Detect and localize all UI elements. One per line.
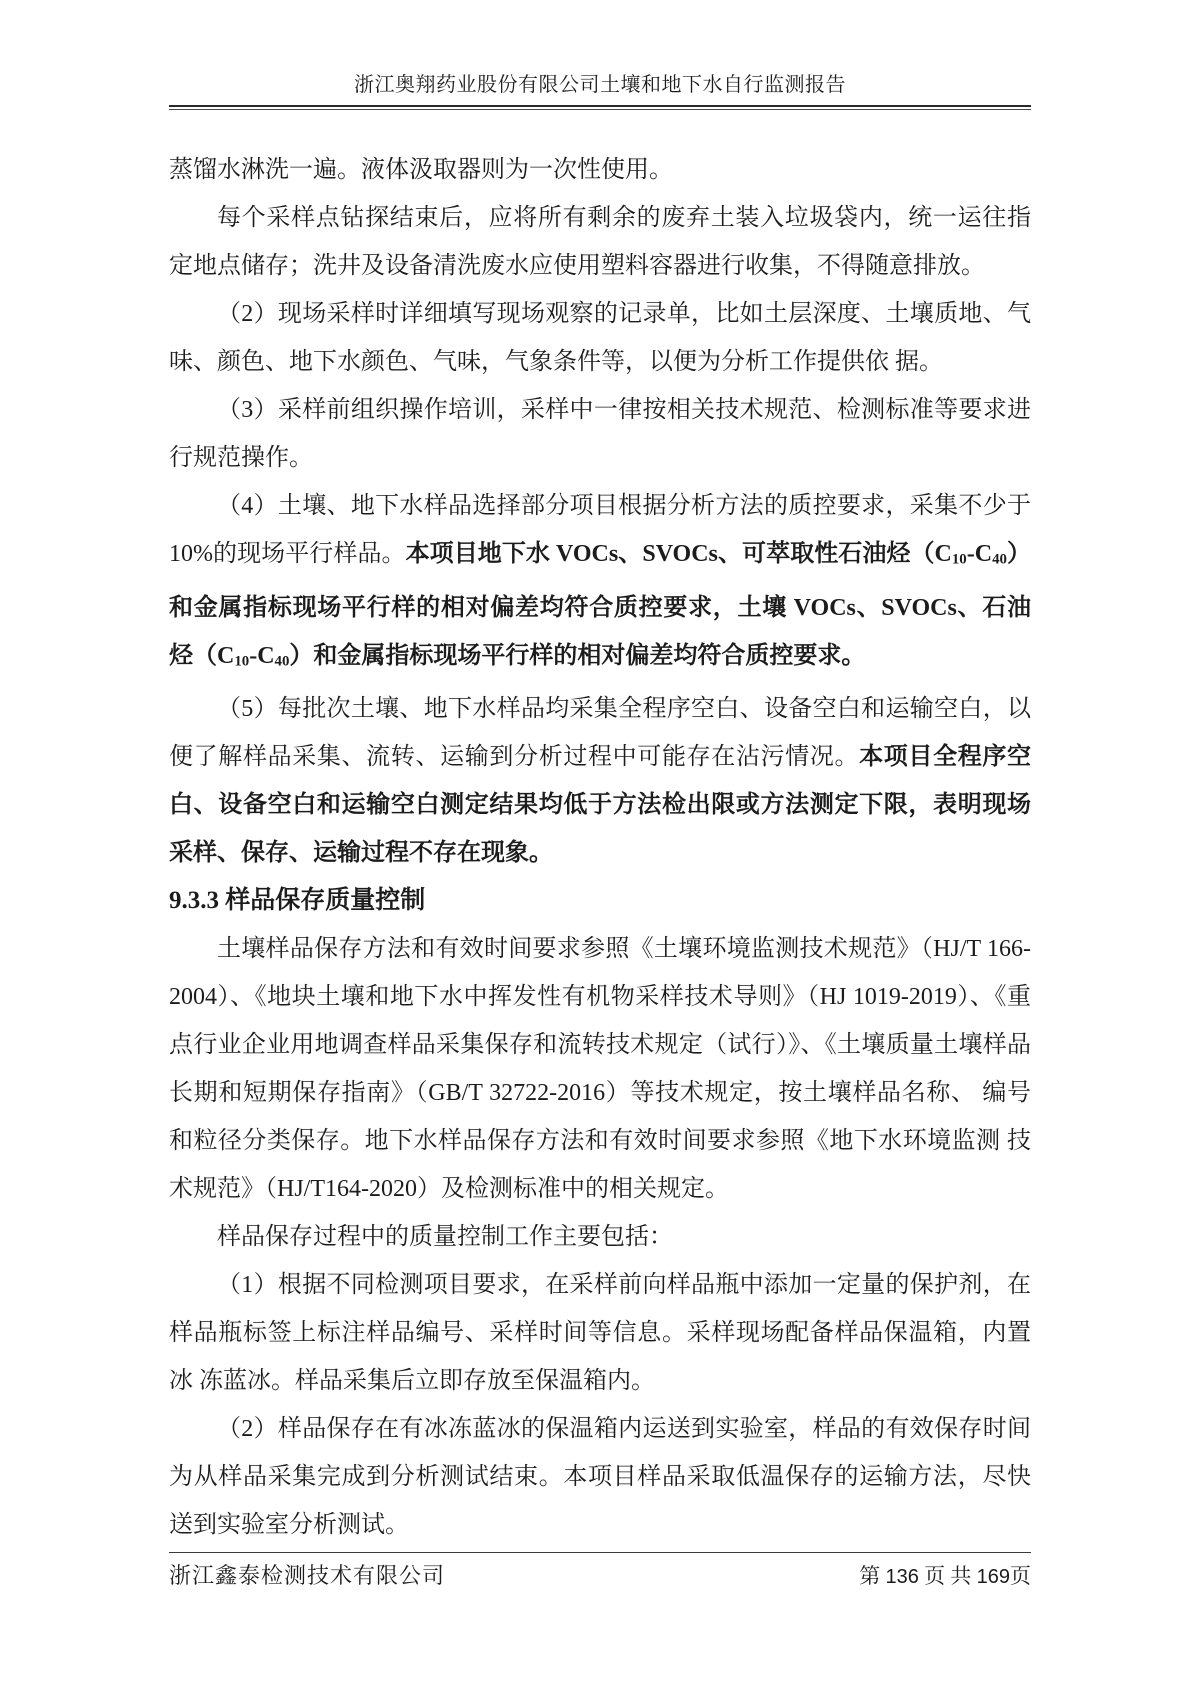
footer-rule xyxy=(169,1552,1031,1553)
text-run: 第 xyxy=(859,1564,886,1588)
header-rule-thick xyxy=(169,105,1031,107)
text-run: 本项目全程序空白、设备空白和运输空白测定结果均低于方法检出限或方法测定下限，表明现场采样、保存、运输过程不存在现象。 xyxy=(169,744,1032,867)
text-run: -C xyxy=(249,642,275,669)
text-run: -C xyxy=(966,541,993,567)
text-run: 10 xyxy=(234,653,250,670)
text-run: （2）样品保存在有冰冻蓝冰的保温箱内运送到实验室，样品的有效保存时间为从样品采集完成到分析测试结束。本项目样品采取低温保存的运输方法，尽快送到实验室分析测试。 xyxy=(169,1416,1031,1539)
text-run: （5）每批次土壤、地下水样品均采集全程序空白、设备空白和运输空白，以便了解样品采集、流转、运输到分析过程中可能存在沾污情况。 xyxy=(169,696,1031,771)
paragraph xyxy=(169,1261,1031,1405)
text-run: 10 xyxy=(951,551,967,568)
text-run: 136 xyxy=(885,1566,919,1588)
paragraph xyxy=(169,1405,1031,1549)
text-run: 本项目地下水 VOCs、SVOCs、可萃取性石油烃（C xyxy=(405,541,952,567)
section-heading xyxy=(169,877,1031,925)
paragraph xyxy=(169,194,1031,290)
paragraph xyxy=(169,1213,1031,1261)
text-run: 169 xyxy=(976,1566,1010,1588)
text-run: 页 xyxy=(1010,1564,1031,1588)
text-run: （2）现场采样时详细填写现场观察的记录单，比如土层深度、土壤质地、气味、颜色、地下水颜色、气味，气象条件等，以便为分析工作提供依 据。 xyxy=(169,301,1031,375)
paragraph xyxy=(169,146,1031,194)
text-run: 40 xyxy=(274,653,290,670)
document-body xyxy=(169,146,1031,1549)
text-run: 页 共 xyxy=(918,1564,977,1588)
footer-row xyxy=(169,1559,1031,1590)
text-run: 样品保存过程中的质量控制工作主要包括： xyxy=(217,1224,673,1251)
paragraph xyxy=(169,482,1031,685)
text-run: 9.3.3 样品保存质量控制 xyxy=(169,887,426,915)
text-run: 土壤样品保存方法和有效时间要求参照《土壤环境监测技术规范》（HJ/T 166-2004）、《地块土壤和地下水中挥发性有机物采样技术导则》（HJ 1019-2019）、《重点行业企业用地调查样品采集保存和流转技术规定（试行）》、《土壤质量土壤样品长期和短期保存指南》（GB/T 32722-2016）等技术规定，按土壤样品名称、 编号和粒径分类保存。地下水样品保存方法和有效时间要求参照《地下水环境监测 技术规范》（HJ/T164-2020）及检测标准中的相关规定。 xyxy=(169,936,1031,1203)
page-header xyxy=(169,72,1031,110)
text-run: ）和金属指标现场平行样的相对偏差均符合质控要求。 xyxy=(289,642,866,669)
text-run: （3）采样前组织操作培训，采样中一律按相关技术规范、检测标准等要求进行规范操作。 xyxy=(169,397,1031,471)
text-run: （4）土壤、地下水样品选择部分项目根据分析方法的质控要求，采集不少于 10%的现场平行样品。 xyxy=(169,493,1031,567)
page-footer xyxy=(169,1552,1031,1590)
paragraph xyxy=(169,386,1031,482)
text-run: 40 xyxy=(992,551,1007,568)
paragraph xyxy=(169,685,1031,877)
text-run: 蒸馏水淋洗一遍。液体汲取器则为一次性使用。 xyxy=(169,157,673,183)
page-number xyxy=(859,1560,1031,1590)
text-run: （1）根据不同检测项目要求，在采样前向样品瓶中添加一定量的保护剂，在样品瓶标签上标注样品编号、采样时间等信息。采样现场配备样品保温箱，内置冰 冻蓝冰。样品采集后立即存放至保温箱内。 xyxy=(169,1272,1031,1395)
header-rule-thin xyxy=(169,109,1031,110)
header-title: 浙江奥翔药业股份有限公司土壤和地下水自行监测报告 xyxy=(354,74,846,96)
text-run: 每个采样点钻探结束后，应将所有剩余的废弃土装入垃圾袋内，统一运往指定地点储存；洗井及设备清洗废水应使用塑料容器进行收集，不得随意排放。 xyxy=(169,205,1031,279)
text-run: ）和金属指标现场平行样的相对偏差均符合质控要求，土壤 VOCs、SVOCs、石油烃（C xyxy=(169,541,1032,669)
footer-company: 浙江鑫泰检测技术有限公司 xyxy=(169,1563,446,1588)
paragraph xyxy=(169,290,1031,386)
paragraph xyxy=(169,925,1031,1213)
